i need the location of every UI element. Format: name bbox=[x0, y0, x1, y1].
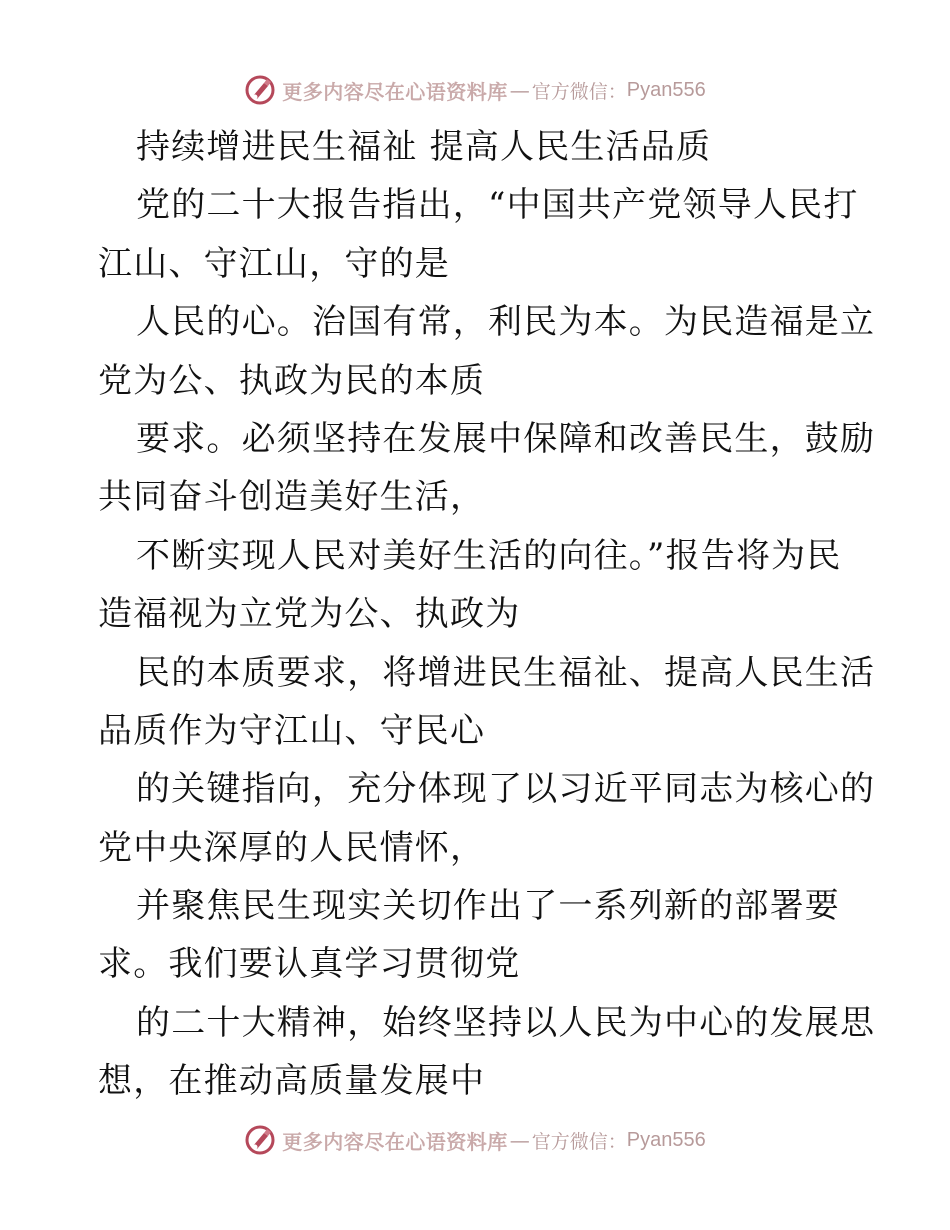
paragraph-line: 的二十大精神，始终坚持以人民为中心的发展思 bbox=[136, 1002, 876, 1043]
paragraph-line: 想，在推动高质量发展中 bbox=[98, 1061, 486, 1102]
paragraph-line: 造福视为立党为公、执政为 bbox=[98, 594, 521, 635]
watermark-wechat-id: Pyan556 bbox=[626, 1128, 706, 1151]
watermark-site-text: 更多内容尽在心语资料库 bbox=[282, 79, 508, 104]
watermark-wechat-label: 官方微信： bbox=[531, 80, 627, 103]
watermark-site-text: 更多内容尽在心语资料库 bbox=[282, 1129, 508, 1154]
paragraph-line: 党为公、执政为民的本质 bbox=[98, 360, 486, 401]
paragraph-line: 求。我们要认真学习贯彻党 bbox=[98, 944, 521, 985]
paragraph-line: 民的本质要求，将增进民生福祉、提高人民生活 bbox=[136, 652, 876, 693]
header-watermark bbox=[0, 70, 950, 110]
paragraph-line: 的关键指向，充分体现了以习近平同志为核心的 bbox=[136, 769, 876, 810]
paragraph-line: 不断实现人民对美好生活的向往。”报告将为民 bbox=[136, 535, 842, 576]
paragraph-line: 要求。必须坚持在发展中保障和改善民生，鼓励 bbox=[136, 418, 876, 459]
watermark-dash: — bbox=[509, 1128, 530, 1152]
footer-watermark bbox=[0, 1120, 950, 1160]
paragraph-line: 共同奋斗创造美好生活， bbox=[98, 477, 486, 518]
document-body bbox=[98, 118, 876, 1111]
brush-logo-icon bbox=[244, 74, 276, 106]
brush-logo-icon bbox=[244, 1124, 276, 1156]
paragraph-line: 党的二十大报告指出，“中国共产党领导人民打 bbox=[136, 185, 859, 226]
document-title: 持续增进民生福祉 提高人民生活品质 bbox=[136, 127, 712, 167]
watermark-wechat-id: Pyan556 bbox=[626, 78, 706, 101]
paragraph-line: 党中央深厚的人民情怀， bbox=[98, 827, 486, 868]
paragraph-line: 江山、守江山，守的是 bbox=[98, 243, 450, 284]
paragraph-line: 并聚焦民生现实关切作出了一系列新的部署要 bbox=[136, 886, 840, 927]
watermark-dash: — bbox=[509, 78, 530, 102]
paragraph-line: 人民的心。治国有常，利民为本。为民造福是立 bbox=[136, 302, 876, 343]
paragraph-line: 品质作为守江山、守民心 bbox=[98, 710, 486, 751]
watermark-wechat-label: 官方微信： bbox=[531, 1130, 627, 1153]
